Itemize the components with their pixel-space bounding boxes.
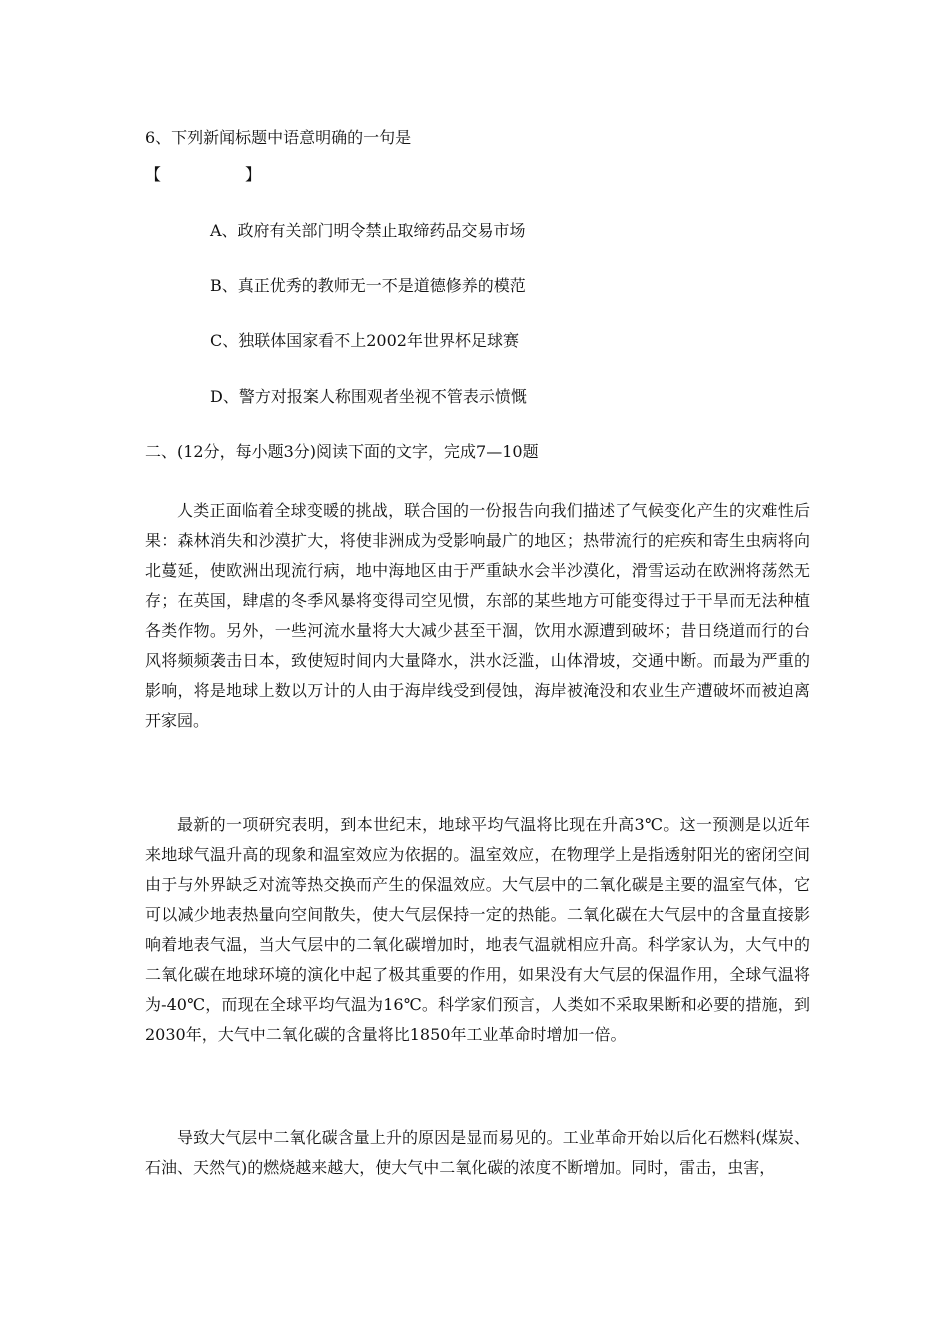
question-6-title: 6、下列新闻标题中语意明确的一句是 [145, 128, 412, 147]
passage-paragraph-3: 导致大气层中二氧化碳含量上升的原因是显而易见的。工业革命开始以后化石燃料(煤炭、石油、天然气)的燃烧越来越大，使大气中二氧化碳的浓度不断增加。同时，雷击，虫害， [145, 1128, 810, 1177]
bracket-close: 】 [245, 165, 262, 184]
option-a: A、政府有关部门明令禁止取缔药品交易市场 [210, 221, 526, 240]
option-c: C、独联体国家看不上2002年世界杯足球赛 [210, 331, 519, 350]
bracket-open: 【 [145, 165, 162, 184]
option-b: B、真正优秀的教师无一不是道德修养的模范 [210, 276, 526, 295]
passage-paragraph-2: 最新的一项研究表明，到本世纪末，地球平均气温将比现在升高3℃。这一预测是以近年来地球气温升高的现象和温室效应为依据的。温室效应，在物理学上是指透射阳光的密闭空间由于与外界缺乏对流等热交换而产生的保温效应。大气层中的二氧化碳是主要的温室气体，它可以减少地表热量向空间散失，使大气层保持一定的热能。二氧化碳在大气层中的含量直接影响着地表气温，当大气层中的二氧化碳增加时，地表气温就相应升高。科学家认为，大气中的二氧化碳在地球环境的演化中起了极其重要的作用，如果没有大气层的保温作用，全球气温将为-40℃，而现在全球平均气温为16℃。科学家们预言，人类如不采取果断和必要的措施，到2030年，大气中二氧化碳的含量将比1850年工业革命时增加一倍。 [145, 815, 810, 1044]
passage-paragraph-1: 人类正面临着全球变暖的挑战，联合国的一份报告向我们描述了气候变化产生的灾难性后果：森林消失和沙漠扩大，将使非洲成为受影响最广的地区；热带流行的疟疾和寄生虫病将向北蔓延，使欧洲出现流行病，地中海地区由于严重缺水会半沙漠化，滑雪运动在欧洲将荡然无存；在英国，肆虐的冬季风暴将变得司空见惯，东部的某些地方可能变得过于干旱而无法种植各类作物。另外，一些河流水量将大大减少甚至干涸，饮用水源遭到破坏；昔日绕道而行的台风将频频袭击日本，致使短时间内大量降水，洪水泛滥，山体滑坡，交通中断。而最为严重的影响，将是地球上数以万计的人由于海岸线受到侵蚀，海岸被淹没和农业生产遭破坏而被迫离开家园。 [145, 501, 810, 730]
section-2-heading: 二、(12分，每小题3分)阅读下面的文字，完成7—10题 [145, 442, 539, 461]
answer-bracket [145, 165, 261, 185]
option-d: D、警方对报案人称围观者坐视不管表示愤慨 [210, 387, 527, 406]
